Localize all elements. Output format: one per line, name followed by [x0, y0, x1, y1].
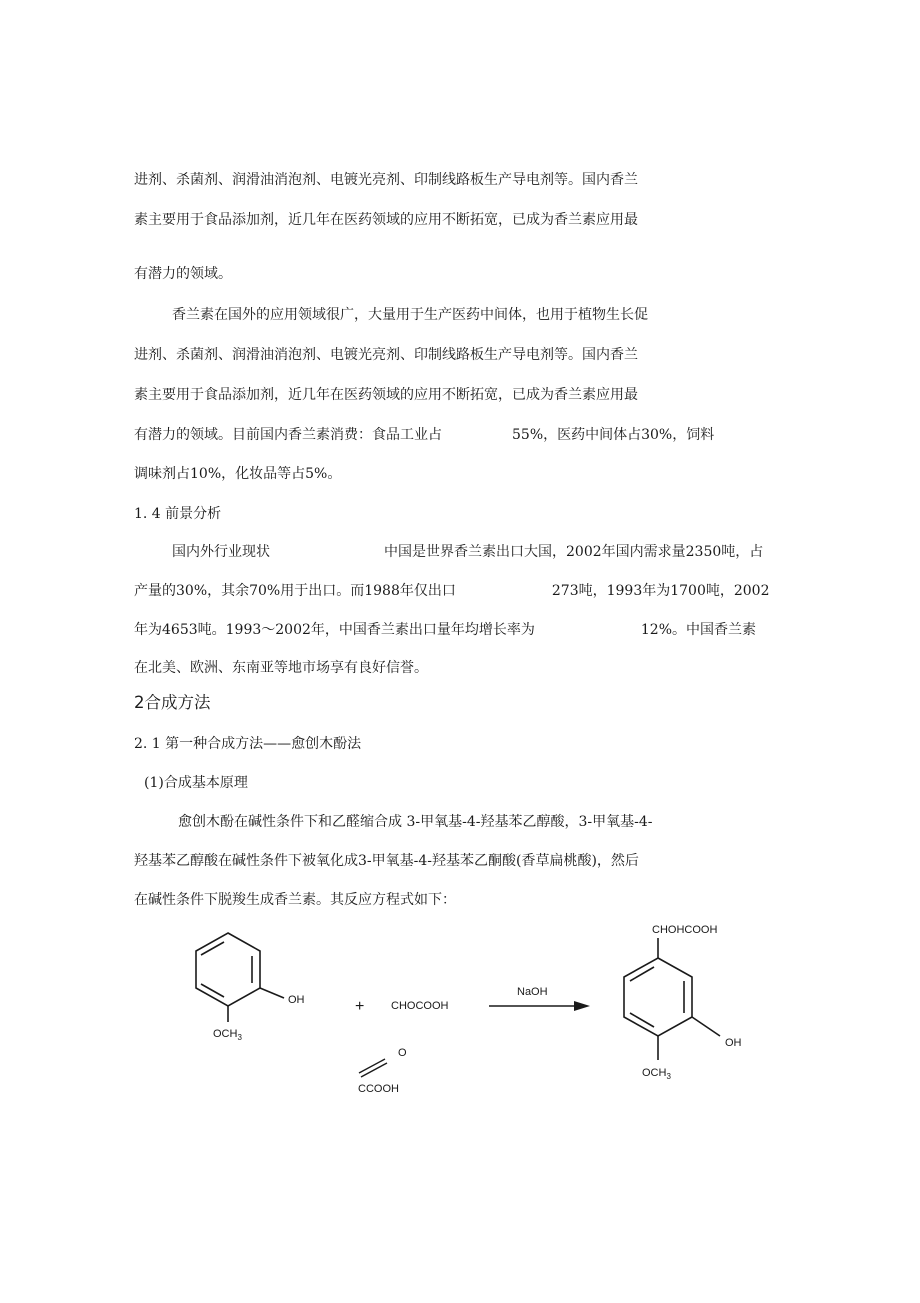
- ring-double-bond: [630, 1013, 654, 1027]
- paragraph-line: 香兰素在国外的应用领域很广，大量用于生产医药中间体，也用于植物生长促: [172, 307, 648, 323]
- paragraph-line: 进剂、杀菌剂、润滑油消泡剂、电镀光亮剂、印制线路板生产导电剂等。国内香兰: [134, 172, 638, 188]
- ring-double-bond: [201, 984, 224, 997]
- ccooh-label: CCOOH: [358, 1083, 399, 1095]
- benzene-ring: [196, 933, 260, 1006]
- product-structure: [624, 938, 720, 1060]
- carbonyl-oxygen-label: O: [398, 1047, 407, 1059]
- text-segment: 有潜力的领域。目前国内香兰素消费：食品工业占: [134, 427, 442, 443]
- product-hydroxyl-label: OH: [725, 1037, 742, 1049]
- oh-bond: [692, 1017, 720, 1036]
- product-side-chain-label: CHOHCOOH: [652, 924, 718, 936]
- reagent-label: CHOCOOH: [391, 1000, 449, 1012]
- reaction-arrow: [489, 1001, 590, 1011]
- subsection-heading: (1)合成基本原理: [144, 775, 248, 791]
- paragraph-line: 素主要用于食品添加剂，近几年在医药领域的应用不断拓宽，已成为香兰素应用最: [134, 212, 638, 228]
- text-segment: 55%，医药中间体占30%，饲料: [512, 427, 715, 443]
- oh-bond: [260, 988, 284, 998]
- catalyst-label: NaOH: [517, 986, 548, 998]
- paragraph-line: 有潜力的领域。: [134, 266, 232, 282]
- carbonyl-double-bond: [359, 1059, 387, 1077]
- section-heading: 2. 1 第一种合成方法——愈创木酚法: [134, 736, 362, 752]
- text-segment: 年为4653吨。1993～2002年，中国香兰素出口量年均增长率为: [134, 622, 535, 638]
- text-segment: 国内外行业现状: [172, 544, 270, 560]
- paragraph-line: 在碱性条件下脱羧生成香兰素。其反应方程式如下：: [134, 892, 456, 908]
- text-segment: 产量的30%，其余70%用于出口。而1988年仅出口: [134, 583, 456, 599]
- paragraph-line: 羟基苯乙醇酸在碱性条件下被氧化成3-甲氧基-4-羟基苯乙酮酸(香草扁桃酸)，然后: [134, 853, 639, 869]
- chapter-heading: 2合成方法: [134, 693, 211, 712]
- product-methoxy-label: $OCH_3$: [642, 1067, 671, 1081]
- text-segment: 273吨，1993年为1700吨，2002: [551, 583, 770, 599]
- paragraph-line: 调味剂占10%，化妆品等占5%。: [134, 466, 342, 482]
- paragraph-line: 在北美、欧洲、东南亚等地市场享有良好信誉。: [134, 660, 428, 676]
- paragraph-line: 愈创木酚在碱性条件下和乙醛缩合成 3-甲氧基-4-羟基苯乙醇酸，3-甲氧基-4-: [178, 814, 653, 830]
- section-heading: 1. 4 前景分析: [134, 506, 222, 522]
- paragraph-line: 素主要用于食品添加剂，近几年在医药领域的应用不断拓宽，已成为香兰素应用最: [134, 387, 638, 403]
- text-segment: 中国是世界香兰素出口大国，2002年国内需求量2350吨，占: [384, 544, 764, 560]
- text-segment: 12%。中国香兰素: [640, 622, 757, 638]
- paragraph-line: 进剂、杀菌剂、润滑油消泡剂、电镀光亮剂、印制线路板生产导电剂等。国内香兰: [134, 347, 638, 363]
- methoxy-label: $OCH_3$: [213, 1028, 242, 1042]
- plus-sign: +: [355, 998, 365, 1015]
- guaiacol-structure: [196, 933, 284, 1022]
- ring-double-bond: [630, 967, 654, 981]
- hydroxyl-label: OH: [288, 994, 305, 1006]
- ring-double-bond: [201, 942, 224, 955]
- benzene-ring: [624, 958, 692, 1036]
